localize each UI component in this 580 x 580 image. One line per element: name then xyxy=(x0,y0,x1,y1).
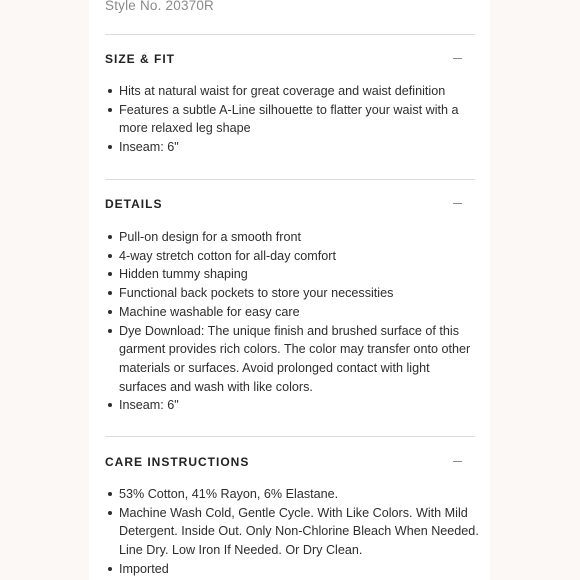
details-list xyxy=(105,228,479,415)
divider xyxy=(105,34,475,35)
list-item: Functional back pockets to store your necessities xyxy=(119,284,479,303)
list-item: Inseam: 6" xyxy=(119,138,479,157)
product-info-panel xyxy=(89,0,490,580)
divider xyxy=(105,436,475,437)
section-title: CARE INSTRUCTIONS xyxy=(105,455,250,469)
list-item: 53% Cotton, 41% Rayon, 6% Elastane. xyxy=(119,485,479,504)
section-header-care-instructions[interactable] xyxy=(105,455,475,473)
list-item: Pull-on design for a smooth front xyxy=(119,228,479,247)
section-title: SIZE & FIT xyxy=(105,52,175,66)
minus-icon[interactable] xyxy=(453,203,462,204)
section-header-details[interactable] xyxy=(105,197,475,215)
list-item: Machine washable for easy care xyxy=(119,303,479,322)
care-instructions-list xyxy=(105,485,479,579)
size-fit-list xyxy=(105,82,479,157)
list-item: Machine Wash Cold, Gentle Cycle. With Like Colors. With Mild Detergent. Inside Out. Only Non-Chlorine Bleach When Needed. Line Dry. Low Iron If Needed. Or Dry Clean. xyxy=(119,504,479,560)
list-item: Imported xyxy=(119,560,479,579)
list-item: Hits at natural waist for great coverage and waist definition xyxy=(119,82,479,101)
minus-icon[interactable] xyxy=(453,58,462,59)
list-item: Inseam: 6" xyxy=(119,396,479,415)
list-item: Dye Download: The unique finish and brushed surface of this garment provides rich colors. The color may transfer onto other materials or surfaces. Avoid prolonged contact with light surfaces and wash with like colors. xyxy=(119,322,479,397)
list-item: Hidden tummy shaping xyxy=(119,265,479,284)
divider xyxy=(105,179,475,180)
section-title: DETAILS xyxy=(105,197,163,211)
list-item: 4-way stretch cotton for all-day comfort xyxy=(119,247,479,266)
section-header-size-fit[interactable] xyxy=(105,52,475,70)
list-item: Features a subtle A-Line silhouette to flatter your waist with a more relaxed leg shape xyxy=(119,101,479,138)
minus-icon[interactable] xyxy=(453,461,462,462)
style-number: Style No. 20370R xyxy=(105,0,215,13)
